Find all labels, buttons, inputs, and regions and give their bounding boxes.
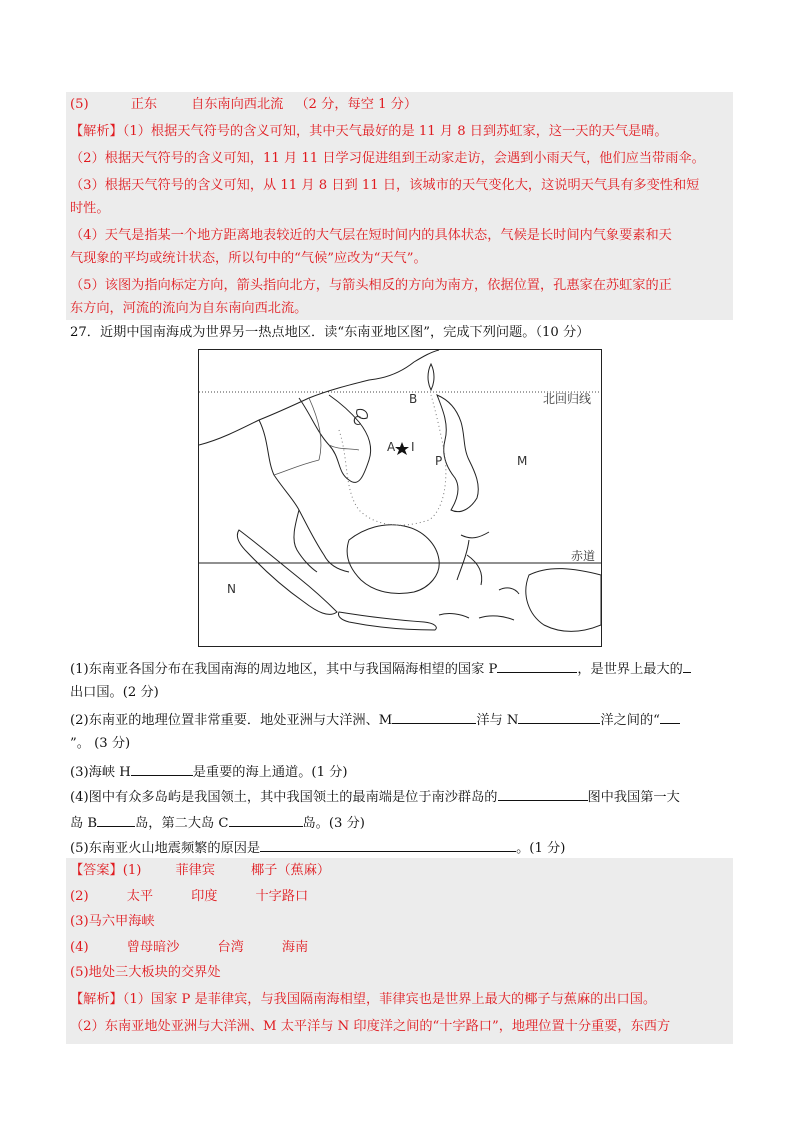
answer-direction: 正东 [130,97,158,112]
map-label-c: C [353,414,362,428]
analysis-line: 【解析】（1）根据天气符号的含义可知，其中天气最好的是 11 月 8 日到苏虹家，这一天的天气是晴。 [70,124,668,139]
question-27-part-2-cont: ”。 (3 分) [70,736,131,751]
map-label-p: P [435,454,443,468]
map-label-equator: 赤道 [571,549,596,563]
analysis-line: 时性。 [70,201,110,216]
answer-blank-southmost[interactable] [498,786,588,801]
answer-blank-n[interactable] [518,709,600,724]
southeast-asia-map [198,349,602,647]
answer-blank-crossroad[interactable] [660,709,680,724]
answer-blank-volcano[interactable] [260,837,516,852]
answer-27-4: (4) 曾母暗沙 台湾 海南 [70,940,309,955]
answer-blank-c[interactable] [229,812,303,827]
analysis-line: （2）根据天气符号的含义可知，11 月 11 日学习促进组到王动家走访，会遇到小雨天气，他们应当带雨伞。 [70,151,705,166]
answer-27-5: (5)地处三大板块的交界处 [70,965,221,980]
question-27-part-4: (4)图中有众多岛屿是我国领土，其中我国领土的最南端是位于南沙群岛的 图中我国第一大 [70,786,680,807]
answer-blank-m[interactable] [392,709,476,724]
analysis-line: （4）天气是指某一个地方距离地表较近的大气层在短时间内的具体状态，气候是长时间内气象要素和天 [70,228,672,243]
answer-num: (5) [70,97,89,112]
map-drawing [199,350,601,646]
analysis-line: 东方向，河流的流向为自东南向西北流。 [70,301,308,316]
map-label-a: A [387,440,396,454]
answer-27-1: 【答案】(1) 菲律宾 椰子（蕉麻） [70,863,331,878]
map-label-tropic: 北回归线 [543,392,592,406]
analysis-27-1: 【解析】（1）国家 P 是菲律宾，与我国隔南海相望，菲律宾也是世界上最大的椰子与蕉麻的出口国。 [70,992,657,1007]
answer-blank-b[interactable] [97,812,135,827]
analysis-line: （3）根据天气符号的含义可知，从 11 月 8 日到 11 日，该城市的天气变化大，这说明天气具有多变性和短 [70,178,700,193]
map-label-b: B [409,392,418,406]
answer-blank-p[interactable] [497,658,577,673]
answer-line-5 [70,96,417,114]
question-27-part-5: (5)东南亚火山地震频繁的原因是 。(1 分) [70,837,565,858]
answer-blank-product[interactable] [683,658,691,673]
map-label-m: M [517,454,528,468]
analysis-line: （5）该图为指向标定方向，箭头指向北方，与箭头相反的方向为南方，依据位置，孔惠家在苏虹家的正 [70,278,672,293]
question-27-part-1-cont: 出口国。(2 分) [70,685,159,700]
map-label-n: N [227,582,236,596]
analysis-27-2: （2）东南亚地处亚洲与大洋洲、M 太平洋与 N 印度洋之间的“十字路口”，地理位置十分重要，东西方 [70,1019,671,1034]
answer-score: （2 分，每空 1 分） [295,97,418,112]
answer-27-2: (2) 太平 印度 十字路口 [70,889,309,904]
answer-blank-h[interactable] [131,761,193,776]
analysis-line: 气现象的平均或统计状态，所以句中的“气候”应改为“天气”。 [70,251,427,266]
question-27-part-4-cont: 岛 B 岛，第二大岛 C 岛。(3 分) [70,812,365,833]
question-27-part-1: (1)东南亚各国分布在我国南海的周边地区，其中与我国隔海相望的国家 P ，是世界上最大的 [70,658,691,679]
question-27-part-3: (3)海峡 H 是重要的海上通道。(1 分) [70,761,348,782]
question-27-stem: 27．近期中国南海成为世界另一热点地区．读“东南亚地区图”，完成下列问题。（10 分） [70,325,590,340]
answer-flow: 自东南向西北流 [191,97,284,112]
answer-27-3: (3)马六甲海峡 [70,914,155,929]
question-27-part-2: (2)东南亚的地理位置非常重要．地处亚洲与大洋洲、M 洋与 N 洋之间的“ [70,709,680,730]
map-label-i: I [411,440,415,454]
